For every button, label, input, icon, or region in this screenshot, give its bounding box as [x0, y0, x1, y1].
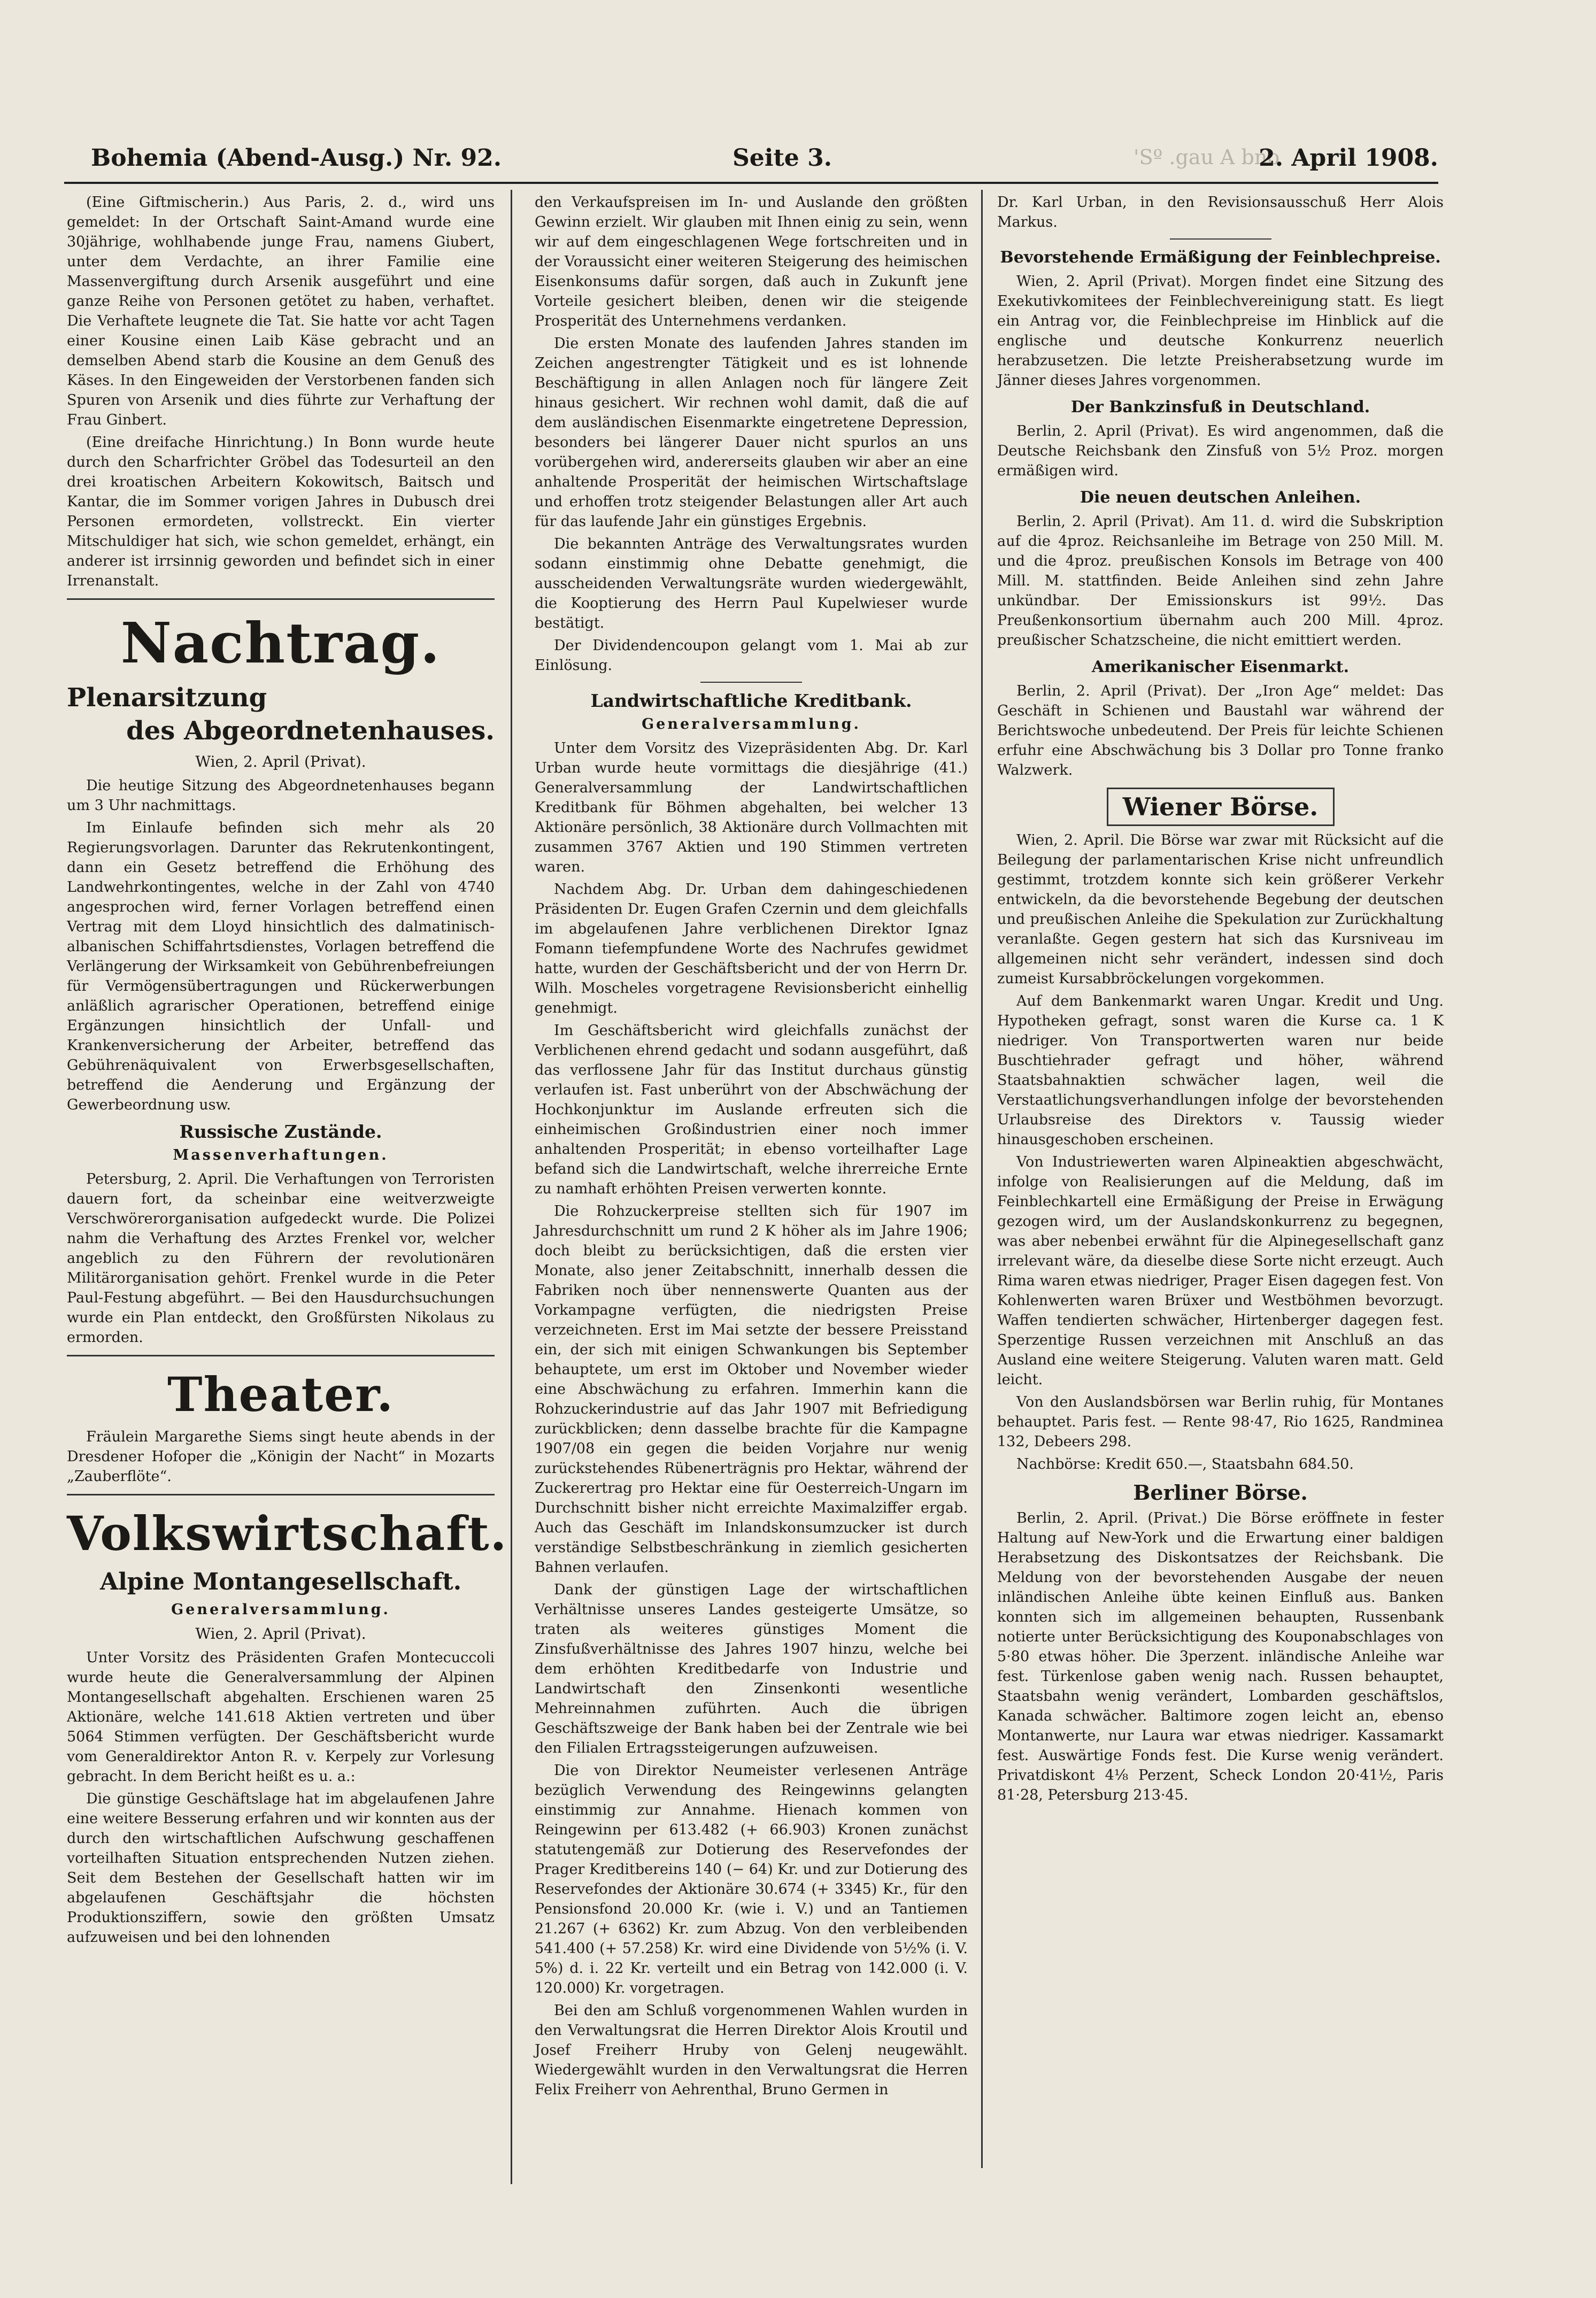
section-title-theater: Theater.: [167, 1367, 395, 1422]
kreditbank-text-4: Die Rohzuckerpreise stellten sich für 1907 im Jahresdurchschnitt um rund 2 K höher als im Jahre 1906; doch bleibt zu berücksichtigen, daß die ersten vier Monate, also jener Zeitabschnitt, innerhalb dessen die Fabriken noch über nennenswerte Quanten aus der Vorkampagne verfügten, die niedrigsten Preise verzeichneten. Erst im Mai setzte der bessere Preisstand ein, der sich mit einigen Schwankungen bis September behauptete, um erst im Oktober und November wieder eine Abschwächung zu erfahren. Immerhin kann die Rohzuckerindustrie auf das Jahr 1907 mit Befriedigung zurückblicken; denn dasselbe brachte für die Kampagne 1907/08 ein gegen die beiden Vorjahre nur wenig zurückstehendes Rübenerträgnis pro Hektar, während der Zuckerertrag pro Hektar eine für Oesterreich-Ungarn im Durchschnitt bisher nicht erreichte Maximalziffer ergab. Auch das Geschäft im Inlandskonsumzucker ist durch verständige Selbstbeschränkung in ziemlich gesicherten Bahnen verlaufen.: [535, 1203, 968, 1576]
header-date: 2. April 1908.: [1259, 144, 1438, 172]
feinblech-text: Wien, 2. April (Privat). Morgen findet eine Sitzung des Exekutivkomitees der Feinblechvereinigung statt. Es liegt ein Antrag vor, die Feinblechpreise im Hinblick auf die englische und deutsche Konkurrenz neuerlich herabzusetzen. Die letzte Preisherabsetzung wurde im Jänner dieses Jahres vorgenommen.: [997, 273, 1444, 389]
kreditbank-subheading: Generalversammlung.: [642, 716, 861, 732]
wiener-boerse-nachboerse: Nachbörse: Kredit 650.—, Staatsbahn 684.50.: [1016, 1456, 1354, 1472]
feinblech-heading: Bevorstehende Ermäßigung der Feinblechpreise.: [1000, 248, 1441, 267]
section-divider: [67, 1494, 495, 1495]
alpine-dateline: Wien, 2. April (Privat).: [195, 1625, 366, 1642]
russische-zustaende-text: Petersburg, 2. April. Die Verhaftungen von Terroristen dauern fort, da scheinbar eine weitverzweigte Verschwörerorganisation aufgedeckt wurde. Die Polizei nahm die Verhaftung des Arztes Frenkel vor, welcher angeblich zu den Führern der revolutionären Militärorganisation gehört. Frenkel wurde in die Peter Paul-Festung abgeführt. — Bei den Hausdurchsuchungen wurde ein Plan entdeckt, den Großfürsten Nikolaus zu ermorden.: [67, 1171, 495, 1346]
header-rule: [64, 182, 1438, 184]
header-page-number: Seite 3.: [733, 144, 832, 172]
article-divider: [1170, 238, 1271, 240]
wiener-boerse-heading: Wiener Börse.: [1107, 788, 1335, 826]
anleihen-heading: Die neuen deutschen Anleihen.: [1080, 488, 1361, 507]
anleihen-text: Berlin, 2. April (Privat). Am 11. d. wird die Subskription auf die 4proz. Reichsanleihe im Betrage von 250 Mill. M. und die 4proz. preußischen Konsols im Betrage von 400 Mill. M. stattfinden. Beide Anleihen sind zehn Jahre unkündbar. Der Emissionskurs ist 99½. Das Preußenkonsortium übernahm auch 200 Mill. 4proz. preußischer Schatzscheine, die nicht emittiert werden.: [997, 513, 1444, 649]
kreditbank-text-cont: Dr. Karl Urban, in den Revisionsausschuß Herr Alois Markus.: [997, 194, 1444, 230]
section-title-volkswirtschaft: Volkswirtschaft.: [67, 1506, 508, 1561]
kreditbank-text-2: Nachdem Abg. Dr. Urban dem dahingeschiedenen Präsidenten Dr. Eugen Grafen Czernin und dem gleichfalls im abgelaufenen Jahre verblichenen Direktor Ignaz Fomann tiefempfundene Worte des Nachrufes gewidmet hatte, wurden der Geschäftsbericht und der von Herrn Dr. Wilh. Moscheles vorgetragene Revisionsbericht einhellig genehmigt.: [535, 881, 968, 1016]
plenarsitzung-text-2: Im Einlaufe befinden sich mehr als 20 Regierungsvorlagen. Darunter das Rekrutenkontingent, dann ein Gesetz betreffend die Erhöhung des Landwehrkontingentes, welche in der Zahl von 4740 angesprochen wird, ferner Vorlagen betreffend einen Vertrag mit dem Lloyd hinsichtlich des dalmatinisch-albanischen Schiffahrtsdienstes, Vorlagen betreffend die Verlängerung der Wirksamkeit von Gebührenbefreiungen für Vermögensübertragungen und Rückerwerbungen anläßlich agrarischer Operationen, betreffend einige Ergänzungen hinsichtlich der Unfall- und Krankenversicherung der Arbeiter, betreffend das Gebührenäquivalent von Erwerbsgesellschaften, betreffend die Aenderung und Ergänzung der Gewerbeordnung usw.: [67, 820, 495, 1113]
article-giftmischerin: (Eine Giftmischerin.) Aus Paris, 2. d., wird uns gemeldet: In der Ortschaft Saint-Amand wurde eine 30jährige, wohlhabende junge Frau, namens Giubert, unter dem Verdachte, an ihrer Familie eine Massenvergiftung durch Arsenik ausgeführt und eine ganze Reihe von Personen getötet zu haben, verhaftet. Die Verhaftete leugnete die Tat. Sie hatte vor acht Tagen einer Kousine einen Laib Käse gebracht und an demselben Abend starb die Kousine an dem Genuß des Käses. In den Eingeweiden der Verstorbenen fanden sich Spuren von Arsenik und dies führte zur Verhaftung der Frau Ginbert.: [67, 194, 495, 428]
plenarsitzung-heading-2: des Abgeordnetenhauses.: [126, 716, 495, 746]
column-right: [997, 192, 1444, 2010]
eisenmarkt-heading: Amerikanischer Eisenmarkt.: [1091, 658, 1350, 676]
alpine-heading: Alpine Montangesellschaft.: [99, 1568, 462, 1595]
article-hinrichtung: (Eine dreifache Hinrichtung.) In Bonn wurde heute durch den Scharfrichter Gröbel das Todesurteil an den drei kroatischen Arbeitern Kokowitsch, Baitsch und Kantar, die im Sommer vorigen Jahres in Dubusch drei Personen ermordeten, vollstreckt. Ein vierter Mitschuldiger hat sich, wie schon gemeldet, erhängt, ein anderer ist irrsinnig geworden und befindet sich in einer Irrenanstalt.: [67, 434, 495, 589]
section-title-nachtrag: Nachtrag.: [120, 610, 441, 676]
eisenmarkt-text: Berlin, 2. April (Privat). Der „Iron Age“ meldet: Das Geschäft in Schienen und Baustahl war während der Berichtswoche unbedeutend. Der Preis für leichte Schienen erfuhr eine Abschwächung bis 3 Dollar pro Tonne franko Walzwerk.: [997, 683, 1444, 778]
column-left: [67, 192, 508, 2117]
alpine-subheading: Generalversammlung.: [171, 1601, 390, 1618]
bankzinsfuss-text: Berlin, 2. April (Privat). Es wird angenommen, daß die Deutsche Reichsbank den Zinsfuß von 5½ Proz. morgen ermäßigen wird.: [997, 423, 1444, 479]
alpine-text-cont: den Verkaufspreisen im In- und Auslande den größten Gewinn erzielt. Wir glauben mit Ihnen einig zu sein, wenn wir auf dem eingeschlagenen Wege fortschreiten und in der Voraussicht einer weiteren Steigerung des heimischen Eisenkonsums dafür sorgen, daß auch in Zukunft jene Vorteile gesichert bleiben, denen wir die steigende Prosperität des Unternehmens verdanken.: [535, 194, 968, 329]
alpine-text-1: Unter Vorsitz des Präsidenten Grafen Montecuccoli wurde heute die Generalversammlung der Alpinen Montangesellschaft abgehalten. Erschienen waren 25 Aktionäre, welche 141.618 Aktien vertreten und über 5064 Stimmen verfügten. Der Geschäftsbericht wurde vom Generaldirektor Anton R. v. Kerpely zur Vorlesung gebracht. In dem Bericht heißt es u. a.:: [67, 1649, 495, 1785]
header-bleed-through: 'Sº .gau A bno: [1134, 145, 1280, 169]
kreditbank-text-6: Die von Direktor Neumeister verlesenen Anträge bezüglich Verwendung des Reingewinns gelangten einstimmig zur Annahme. Hienach kommen von Reingewinn per 613.482 (+ 66.903) Kronen zunächst statutengemäß zur Dotierung des Reservefondes der Prager Kreditbereins 140 (− 64) Kr. und zur Dotierung des Reservefondes der Aktionäre 30.674 (+ 3345) Kr., für den Pensionsfond 20.000 Kr. (wie i. V.) und an Tantiemen 21.267 (+ 6362) Kr. zum Abzug. Von den verbleibenden 541.400 (+ 57.258) Kr. wird eine Dividende von 5½% (i. V. 5%) d. i. 22 Kr. verteilt und ein Betrag von 142.000 (i. V. 120.000) Kr. vorgetragen.: [535, 1762, 968, 1996]
kreditbank-text-1: Unter dem Vorsitz des Vizepräsidenten Abg. Dr. Karl Urban wurde heute vormittags die diesjährige (41.) Generalversammlung der Landwirtschaftlichen Kreditbank für Böhmen abgehalten, bei welcher 13 Aktionäre persönlich, 38 Aktionäre durch Vollmachten mit zusammen 3767 Aktien und 190 Stimmen vertreten waren.: [535, 740, 968, 875]
section-divider: [67, 1355, 495, 1356]
wiener-boerse-text-1: Wien, 2. April. Die Börse war zwar mit Rücksicht auf die Beilegung der parlamentarischen Krise nicht unfreundlich gestimmt, trotzdem konnte sich kein größerer Verkehr entwickeln, da die bevorstehende Begebung der deutschen und preußischen Anleihe die Spekulation zur Zurückhaltung veranlaßte. Gegen gestern hat sich das Kursniveau im allgemeinen nicht sehr verändert, indessen sind doch zumeist Kursabbröckelungen vorgekommen.: [997, 832, 1444, 987]
wiener-boerse-text-3: Von Industriewerten waren Alpineaktien abgeschwächt, infolge von Realisierungen auf die Meldung, daß im Feinblechkartell eine Ermäßigung der Preise in Erwägung gezogen wird, um der Auslandskonkurrenz zu begegnen, was aber nebenbei erwähnt für die Alpinegesellschaft ganz irrelevant wäre, da dieselbe diese Sorte nicht erzeugt. Auch Rima waren etwas niedriger, Prager Eisen dagegen fest. Von Kohlenwerten waren Brüxer und Westböhmen bevorzugt. Waffen tendierten schwächer, Hirtenberger dagegen fest. Sperzentige Russen verzeichnen mit Anschluß an das Ausland eine weitere Steigerung. Valuten waren matt. Geld leicht.: [997, 1154, 1444, 1388]
plenarsitzung-heading: Plenarsitzung: [67, 683, 267, 713]
kreditbank-text-3: Im Geschäftsbericht wird gleichfalls zunächst der Verblichenen ehrend gedacht und sodann ausgeführt, daß das verflossene Jahr für das Institut durchaus günstig verlaufen ist. Fast unberührt von der Abschwächung der Hochkonjunktur im Auslande erfreuten sich die einheimischen Großindustrien einer noch immer anhaltenden Prosperität; in ebenso vorteilhafter Lage befand sich die Landwirtschaft, welche ihrerreiche Ernte zu namhaft erhöhten Preisen verwerten konnte.: [535, 1022, 968, 1197]
alpine-text-5: Der Dividendencoupon gelangt vom 1. Mai ab zur Einlösung.: [535, 637, 968, 674]
wiener-boerse-text-2: Auf dem Bankenmarkt waren Ungar. Kredit und Ung. Hypotheken gefragt, sonst waren die Kurse ca. 1 K niedriger. Von Transportwerten waren nur beide Buschtiehrader gefragt und höher, während Staatsbahnaktien schwächer lagen, weil die Verstaatlichungsverhandlungen infolge der bevorstehenden Urlaubsreise des Direktors v. Taussig wieder hinausgeschoben erscheinen.: [997, 993, 1444, 1148]
kreditbank-text-7: Bei den am Schluß vorgenommenen Wahlen wurden in den Verwaltungsrat die Herren Direktor Alois Kroutil und Josef Freiherr Hruby von Gelenj neugewählt. Wiedergewählt wurden in den Verwaltungsrat die Herren Felix Freiherr von Aehrenthal, Bruno Germen in: [535, 2002, 968, 2098]
section-divider: [67, 598, 495, 600]
header-issue: Bohemia (Abend-Ausg.) Nr. 92.: [91, 144, 502, 172]
plenarsitzung-dateline: Wien, 2. April (Privat).: [195, 753, 366, 770]
kreditbank-text-5: Dank der günstigen Lage der wirtschaftlichen Verhältnisse unseres Landes gesteigerte Umsätze, so traten als weiteres günstiges Moment die Zinsfußverhältnisse des Jahres 1907 hinzu, welche bei dem erhöhten Kreditbedarfe von Industrie und Landwirtschaft den Zinsenkonti wesentliche Mehreinnahmen zuführten. Auch die übrigen Geschäftszweige der Bank haben bei der Zentrale wie bei den Filialen Ertragssteigerungen aufzuweisen.: [535, 1582, 968, 1756]
page-header: [91, 144, 1438, 176]
alpine-text-4: Die bekannten Anträge des Verwaltungsrates wurden sodann einstimmig ohne Debatte genehmigt, die ausscheidenden Verwaltungsräte wurden wiedergewählt, die Kooptierung des Herrn Paul Kupelwieser wurde bestätigt.: [535, 536, 968, 631]
wiener-boerse-text-4: Von den Auslandsbörsen war Berlin ruhig, für Montanes behauptet. Paris fest. — Rente 98·47, Rio 1625, Randminea 132, Debeers 298.: [997, 1394, 1444, 1450]
kreditbank-heading: Landwirtschaftliche Kreditbank.: [590, 690, 912, 711]
plenarsitzung-text-1: Die heutige Sitzung des Abgeordnetenhauses begann um 3 Uhr nachmittags.: [67, 777, 495, 814]
bankzinsfuss-heading: Der Bankzinsfuß in Deutschland.: [1070, 398, 1370, 417]
article-divider: [700, 682, 802, 683]
massenverhaftungen-subheading: Massenverhaftungen.: [173, 1147, 389, 1163]
alpine-text-2: Die günstige Geschäftslage hat im abgelaufenen Jahre eine weitere Besserung erfahren und wir konnten aus der durch den wirtschaftlichen Aufschwung geschaffenen vorteilhaften Situation entsprechenden Nutzen ziehen. Seit dem Bestehen der Gesellschaft hatten wir im abgelaufenen Geschäftsjahr die höchsten Produktionsziffern, sowie den größten Umsatz aufzuweisen und bei den lohnenden: [67, 1791, 495, 1946]
berliner-boerse-heading: Berliner Börse.: [1133, 1480, 1308, 1505]
alpine-text-3: Die ersten Monate des laufenden Jahres standen im Zeichen angestrengter Tätigkeit und es ist lohnende Beschäftigung in allen Anlagen noch für längere Zeit hinaus gesichert. Wir rechnen wohl damit, daß die auf dem ausländischen Eisenmarkte eingetretene Depression, besonders bei längerer Dauer nicht spurlos an uns vorübergehen wird, andererseits glauben wir aber an eine anhaltende Prosperität der heimischen Wirtschaftslage und erhoffen trotz steigender Belastungen aller Art auch für das laufende Jahr ein günstiges Ergebnis.: [535, 335, 968, 530]
theater-text: Fräulein Margarethe Siems singt heute abends in der Dresdener Hofoper die „Königin der Nacht“ in Mozarts „Zauberflöte“.: [67, 1429, 495, 1485]
column-divider: [511, 190, 512, 2184]
column-divider: [981, 190, 983, 2168]
column-middle: [535, 192, 968, 2098]
berliner-boerse-text: Berlin, 2. April. (Privat.) Die Börse eröffnete in fester Haltung auf New-York und die Erwartung einer baldigen Herabsetzung des Diskontsatzes der Reichsbank. Die Meldung von der bevorstehenden Ausgabe der neuen inländischen Anleihe übte keinen Einfluß aus. Banken konnten sich im allgemeinen behaupten, Russenbank notierte unter Berücksichtigung des Kouponabschlages von 5·80 etwas höher. Die 3perzent. inländische Anleihe war fest. Türkenlose gaben wenig nach. Russen behauptet, Staatsbahn wenig verändert, Lombarden geschäftslos, Kanada schwächer. Baltimore zogen leicht an, ebenso Montanwerte, nur Laura war etwas niedriger. Kassamarkt fest. Auswärtige Fonds fest. Die Kurse wenig verändert. Privatdiskont 4⅛ Perzent, Scheck London 20·41½, Paris 81·28, Petersburg 213·45.: [997, 1510, 1444, 1803]
russische-zustaende-heading: Russische Zustände.: [179, 1121, 382, 1142]
